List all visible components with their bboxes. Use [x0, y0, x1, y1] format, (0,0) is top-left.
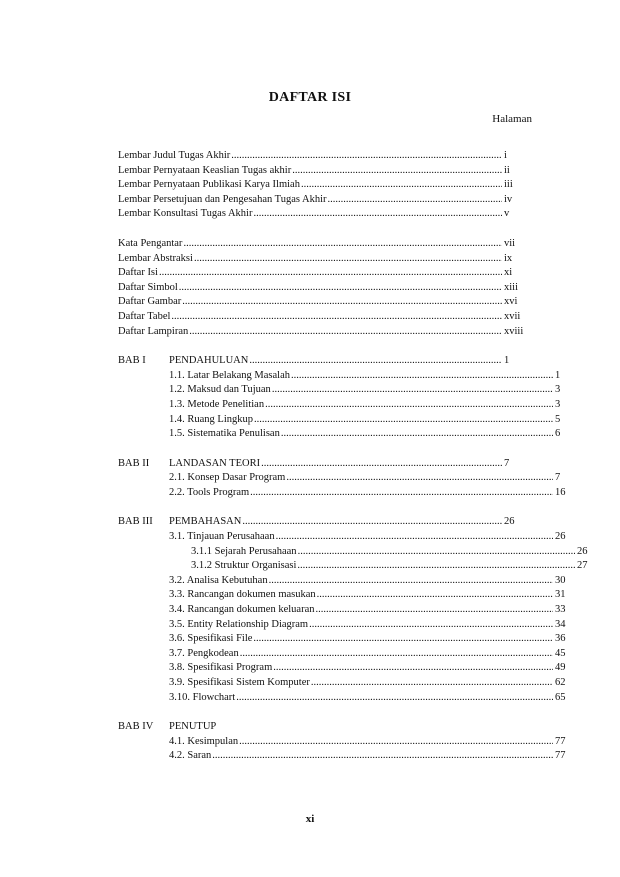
- toc-entry-line: [118, 310, 532, 325]
- dot-leader: [194, 252, 502, 267]
- toc-entry-line: [118, 266, 532, 281]
- toc-entry: [118, 266, 532, 281]
- toc-page-number: 26: [555, 531, 566, 543]
- toc-entry-text: 1.1. Latar Belakang Masalah: [169, 369, 290, 381]
- dot-leader: [179, 281, 502, 296]
- toc-entry-line: [118, 530, 583, 545]
- toc-entry-line: [118, 207, 532, 222]
- toc-entry: [118, 354, 532, 369]
- toc-entry: [118, 149, 532, 164]
- toc-entry-line: [118, 281, 532, 296]
- toc-entry-text: 3.1. Tinjauan Perusahaan: [169, 531, 275, 543]
- toc-entry-line: [118, 749, 583, 764]
- toc-entry-line: [118, 457, 532, 472]
- toc-page-number: 77: [555, 735, 566, 747]
- dot-leader: [276, 530, 553, 545]
- toc-entry-text: 2.2. Tools Program: [169, 486, 250, 498]
- toc-entry-text: 3.5. Entity Relationship Diagram: [169, 618, 309, 630]
- toc-entry-text: 3.4. Rancangan dokumen keluaran: [169, 604, 315, 616]
- dot-leader: [269, 574, 553, 589]
- toc-entry: [118, 471, 561, 486]
- toc-entry-text: 4.1. Kesimpulan: [169, 735, 239, 747]
- toc-entry-text: 3.8. Spesifikasi Program: [169, 662, 273, 674]
- toc-entry: [118, 427, 561, 442]
- toc-page-number: 27: [577, 560, 588, 572]
- dot-leader: [231, 149, 502, 164]
- chapter-number: BAB I: [118, 355, 146, 367]
- dot-leader: [317, 588, 553, 603]
- dot-leader: [328, 193, 502, 208]
- toc-entry-line: [118, 295, 532, 310]
- toc-page-number: 1: [504, 355, 510, 367]
- toc-entry-text: Lembar Pernyataan Publikasi Karya Ilmiah: [118, 179, 300, 191]
- toc-entry-line: [118, 193, 532, 208]
- toc-entry: [118, 281, 532, 296]
- toc-entry: [118, 193, 532, 208]
- toc-entry-text: 1.3. Metode Penelitian: [169, 398, 265, 410]
- toc-page-number: 1: [555, 369, 561, 381]
- toc-entry-line: [118, 427, 583, 442]
- toc-page-number: 26: [577, 545, 588, 557]
- toc-entry-line: [118, 735, 583, 750]
- toc-entry: [118, 295, 532, 310]
- toc-entry: [118, 310, 532, 325]
- toc-entry: [118, 603, 566, 618]
- toc-entry: [118, 369, 561, 384]
- toc-entry: [118, 588, 566, 603]
- toc-entry-text: PEMBAHASAN: [169, 516, 242, 528]
- toc-entry-line: [118, 647, 583, 662]
- toc-entry-line: [118, 237, 532, 252]
- toc-entry-line: [118, 515, 532, 530]
- toc-entry: [118, 457, 532, 472]
- toc-page-number: 34: [555, 618, 566, 630]
- toc-page-number: xvii: [504, 310, 521, 322]
- toc-entry-line: [118, 691, 583, 706]
- dot-leader: [212, 749, 553, 764]
- dot-leader: [171, 310, 502, 325]
- dot-leader: [239, 735, 553, 750]
- toc-entry-text: 3.6. Spesifikasi File: [169, 633, 253, 645]
- table-of-contents: [118, 149, 588, 764]
- toc-entry-text: 3.9. Spesifikasi Sistem Komputer: [169, 677, 310, 688]
- chapter-number: BAB III: [118, 516, 153, 528]
- toc-entry-text: 1.4. Ruang Lingkup: [169, 413, 253, 425]
- dot-leader: [301, 178, 502, 193]
- dot-leader: [253, 632, 553, 647]
- toc-page-number: 3: [555, 384, 561, 396]
- toc-entry: [118, 749, 566, 764]
- dot-leader: [309, 618, 553, 633]
- toc-page-number: vii: [504, 237, 516, 249]
- toc-entry-text: PENUTUP: [169, 721, 217, 733]
- toc-entry: [118, 325, 532, 340]
- toc-entry: [118, 486, 566, 501]
- toc-page-number: i: [504, 150, 507, 161]
- toc-page-number: 7: [504, 457, 510, 469]
- toc-page-number: 31: [555, 589, 566, 601]
- dot-leader: [189, 325, 502, 340]
- front-matter-group-1: [118, 149, 532, 222]
- toc-entry: [118, 618, 566, 633]
- toc-entry-line: [118, 164, 532, 179]
- toc-entry-text: Lembar Pernyataan Keaslian Tugas akhir: [118, 164, 292, 176]
- toc-page-number: xi: [504, 267, 513, 279]
- toc-entry-line: [118, 486, 583, 501]
- toc-entry: [118, 398, 561, 413]
- toc-page-number: 77: [555, 750, 566, 762]
- toc-page-number: iv: [504, 193, 513, 205]
- dot-leader: [242, 515, 502, 530]
- toc-entry: [118, 207, 532, 222]
- dot-leader: [159, 266, 502, 281]
- dot-leader: [253, 207, 502, 222]
- toc-entry: [118, 647, 566, 662]
- toc-entry-line: [118, 559, 605, 574]
- toc-entry-text: Lembar Persetujuan dan Pengesahan Tugas Akhir: [118, 193, 327, 205]
- dot-leader: [292, 164, 502, 179]
- toc-entry-line: [118, 369, 583, 384]
- toc-page-number: 7: [555, 472, 561, 484]
- toc-entry-line: [118, 471, 583, 486]
- dot-leader: [272, 383, 553, 398]
- dot-leader: [281, 427, 553, 442]
- toc-entry-line: [118, 325, 532, 340]
- toc-entry-line: [118, 149, 532, 164]
- dot-leader: [261, 457, 502, 472]
- toc-entry-text: 3.10. Flowchart: [169, 691, 236, 703]
- toc-entry-line: [118, 618, 583, 633]
- toc-entry-text: Lembar Judul Tugas Akhir: [118, 150, 231, 161]
- page-title: DAFTAR ISI: [268, 90, 352, 105]
- toc-page-number: iii: [504, 179, 513, 191]
- toc-page-number: ii: [504, 164, 510, 176]
- toc-entry: [118, 720, 532, 735]
- toc-entry-text: 3.3. Rancangan dokumen masukan: [169, 589, 316, 601]
- toc-entry: [118, 383, 561, 398]
- dot-leader: [250, 486, 553, 501]
- chapter-1: [118, 354, 561, 442]
- dot-leader: [286, 471, 553, 486]
- toc-page-number: ix: [504, 252, 513, 264]
- toc-entry-text: 2.1. Konsep Dasar Program: [169, 472, 286, 484]
- toc-entry-line: [118, 252, 532, 267]
- dot-leader: [297, 559, 575, 574]
- chapter-number: BAB II: [118, 457, 150, 469]
- toc-entry: [118, 545, 588, 560]
- toc-page-number: 65: [555, 691, 566, 703]
- toc-entry-text: 3.7. Pengkodean: [169, 647, 239, 659]
- toc-entry-line: [118, 676, 583, 691]
- dot-leader: [249, 354, 502, 369]
- dot-leader: [182, 295, 502, 310]
- toc-entry-line: [118, 545, 605, 560]
- dot-leader: [265, 398, 553, 413]
- dot-leader: [298, 545, 575, 560]
- chapter-number: BAB IV: [118, 721, 154, 733]
- toc-entry: [118, 632, 566, 647]
- toc-entry: [118, 530, 566, 545]
- dot-leader: [254, 413, 553, 428]
- toc-entry-text: Daftar Tabel: [118, 310, 171, 322]
- toc-page-number: xvi: [504, 296, 518, 308]
- toc-entry-text: Daftar Gambar: [118, 296, 182, 308]
- toc-page-number: 36: [555, 633, 566, 645]
- toc-entry: [118, 661, 566, 676]
- toc-entry-line: [118, 178, 532, 193]
- toc-entry: [118, 574, 566, 589]
- toc-entry-line: [118, 398, 583, 413]
- toc-entry-text: 4.2. Saran: [169, 750, 212, 762]
- dot-leader: [311, 676, 553, 691]
- toc-page-number: 6: [555, 428, 561, 440]
- toc-entry-text: 3.2. Analisa Kebutuhan: [169, 574, 268, 586]
- toc-entry: [118, 735, 566, 750]
- toc-page-number: 33: [555, 604, 566, 616]
- toc-entry: [118, 252, 532, 267]
- toc-entry-text: Daftar Simbol: [118, 281, 178, 293]
- toc-entry-text: 1.5. Sistematika Penulisan: [169, 428, 280, 440]
- toc-entry-line: [118, 413, 583, 428]
- toc-entry-line: [118, 720, 532, 735]
- toc-entry-text: 1.2. Maksud dan Tujuan: [169, 384, 271, 396]
- toc-entry-line: [118, 588, 583, 603]
- halaman-label: Halaman: [492, 113, 532, 125]
- chapter-3: [118, 515, 588, 705]
- toc-entry: [118, 413, 561, 428]
- toc-page-number: 30: [555, 574, 566, 586]
- toc-entry-line: [118, 632, 583, 647]
- toc-entry-line: [118, 574, 583, 589]
- toc-page-number: xiii: [504, 281, 519, 293]
- toc-entry-text: LANDASAN TEORI: [169, 457, 261, 469]
- toc-entry-text: 3.1.1 Sejarah Perusahaan: [191, 545, 297, 557]
- page-number: xi: [305, 813, 315, 825]
- toc-entry-text: Kata Pengantar: [118, 237, 183, 249]
- toc-page-number: 26: [504, 516, 515, 528]
- toc-page-number: 62: [555, 677, 566, 688]
- front-matter-group-2: [118, 237, 532, 339]
- toc-entry-text: 3.1.2 Struktur Organisasi: [191, 560, 297, 572]
- toc-entry-text: PENDAHULUAN: [169, 355, 249, 367]
- toc-entry-line: [118, 661, 583, 676]
- dot-leader: [273, 661, 553, 676]
- toc-entry: [118, 178, 532, 193]
- toc-page-number: 5: [555, 413, 561, 425]
- toc-entry: [118, 515, 532, 530]
- toc-page-number: v: [504, 208, 510, 220]
- toc-page-number: xviii: [504, 325, 524, 337]
- chapter-2: [118, 457, 566, 501]
- toc-entry-line: [118, 354, 532, 369]
- dot-leader: [240, 647, 553, 662]
- dot-leader: [291, 369, 553, 384]
- toc-entry: [118, 691, 566, 706]
- toc-entry-line: [118, 383, 583, 398]
- toc-entry-text: Daftar Isi: [118, 267, 158, 279]
- toc-entry: [118, 164, 532, 179]
- dot-leader: [183, 237, 502, 252]
- toc-entry: [118, 559, 588, 574]
- toc-entry: [118, 237, 532, 252]
- chapter-4: [118, 720, 566, 764]
- toc-entry-text: Lembar Abstraksi: [118, 252, 193, 264]
- toc-entry-text: Lembar Konsultasi Tugas Akhir: [118, 208, 253, 220]
- toc-entry-text: Daftar Lampiran: [118, 325, 189, 337]
- dot-leader: [236, 691, 553, 706]
- toc-page-number: 49: [555, 662, 566, 674]
- toc-entry: [118, 676, 566, 691]
- toc-page-number: 3: [555, 398, 561, 410]
- toc-page-number: 45: [555, 647, 566, 659]
- toc-page-number: 16: [555, 486, 566, 498]
- toc-entry-line: [118, 603, 583, 618]
- dot-leader: [316, 603, 554, 618]
